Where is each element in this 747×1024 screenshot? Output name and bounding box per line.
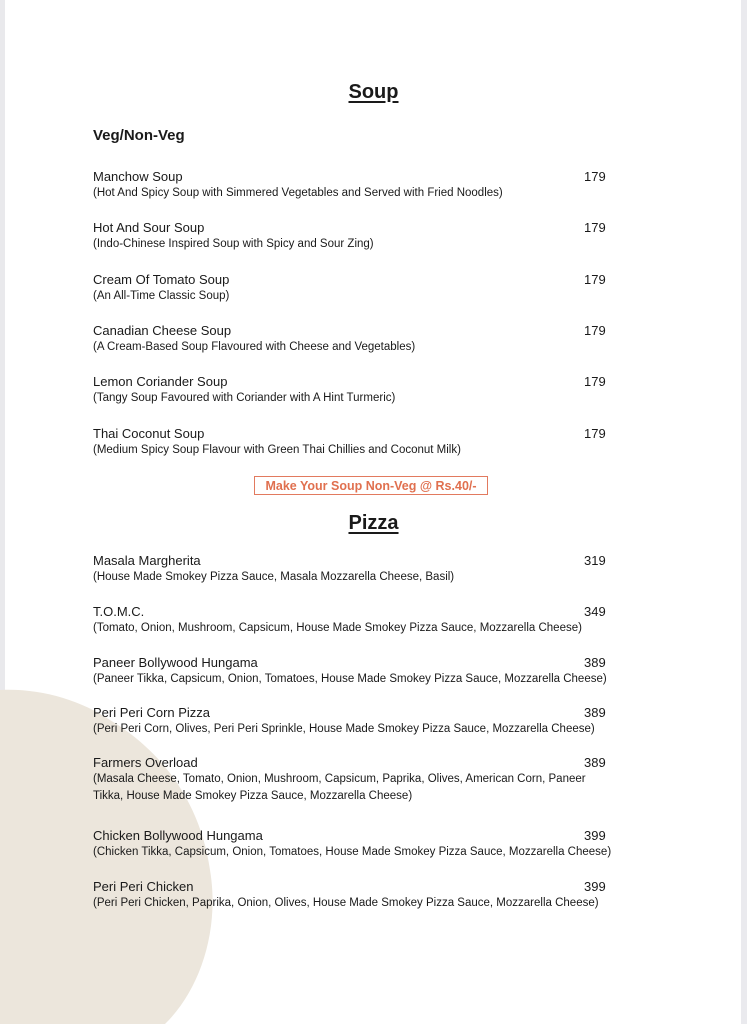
item-price: 389 [584, 755, 606, 770]
item-name: Hot And Sour Soup [93, 220, 205, 235]
menu-item-peri-peri-chicken [93, 878, 613, 912]
item-description: (A Cream-Based Soup Flavoured with Cheese and Vegetables) [93, 341, 416, 353]
item-description: (Indo-Chinese Inspired Soup with Spicy and Sour Zing) [93, 238, 374, 250]
soup-section-title: Soup [348, 81, 399, 103]
item-description: (House Made Smokey Pizza Sauce, Masala Mozzarella Cheese, Basil) [93, 571, 455, 583]
item-price: 349 [584, 604, 606, 619]
item-description: (Tomato, Onion, Mushroom, Capsicum, House Made Smokey Pizza Sauce, Mozzarella Cheese) [93, 622, 582, 634]
menu-item-tomc [93, 603, 613, 637]
menu-item-cream-of-tomato-soup [93, 271, 613, 305]
item-description: (Tangy Soup Favoured with Coriander with A Hint Turmeric) [93, 392, 396, 404]
menu-item-masala-margherita [93, 552, 613, 586]
item-name: Peri Peri Corn Pizza [93, 705, 211, 720]
item-name: Thai Coconut Soup [93, 426, 205, 441]
menu-item-chicken-bollywood-hungama [93, 827, 613, 861]
item-description: (Peri Peri Corn, Olives, Peri Peri Sprinkle, House Made Smokey Pizza Sauce, Mozzarella Cheese) [93, 723, 595, 735]
menu-item-canadian-cheese-soup [93, 322, 613, 356]
item-description: (Peri Peri Chicken, Paprika, Onion, Olives, House Made Smokey Pizza Sauce, Mozzarella Cheese) [93, 897, 599, 909]
item-name: Paneer Bollywood Hungama [93, 655, 258, 670]
item-description: (Chicken Tikka, Capsicum, Onion, Tomatoes, House Made Smokey Pizza Sauce, Mozzarella Cheese) [93, 846, 612, 858]
item-price: 179 [584, 272, 606, 287]
item-description: (An All-Time Classic Soup) [93, 290, 230, 302]
menu-item-thai-coconut-soup [93, 425, 613, 459]
pizza-section-title: Pizza [348, 512, 399, 534]
item-price: 319 [584, 553, 606, 568]
item-description: (Paneer Tikka, Capsicum, Onion, Tomatoes, House Made Smokey Pizza Sauce, Mozzarella Cheese) [93, 673, 607, 685]
item-price: 179 [584, 426, 606, 441]
item-price: 399 [584, 828, 606, 843]
item-price: 179 [584, 220, 606, 235]
menu-item-lemon-coriander-soup [93, 373, 613, 407]
item-price: 179 [584, 374, 606, 389]
item-name: Farmers Overload [93, 755, 198, 770]
item-price: 179 [584, 169, 606, 184]
item-name: Peri Peri Chicken [93, 879, 194, 894]
item-name: Lemon Coriander Soup [93, 374, 228, 389]
item-name: Canadian Cheese Soup [93, 323, 232, 338]
item-price: 389 [584, 655, 606, 670]
soup-subheading: Veg/Non-Veg [93, 127, 185, 144]
item-description: (Masala Cheese, Tomato, Onion, Mushroom, Capsicum, Paprika, Olives, American Corn, Paneer Tikka, House Made Smokey Pizza Sauce, Mozzarella Cheese) [93, 773, 586, 802]
item-name: Chicken Bollywood Hungama [93, 828, 263, 843]
item-price: 179 [584, 323, 606, 338]
item-name: Manchow Soup [93, 169, 183, 184]
non-veg-addon-note: Make Your Soup Non-Veg @ Rs.40/- [254, 476, 488, 495]
menu-item-paneer-bollywood-hungama [93, 654, 613, 688]
item-name: Masala Margherita [93, 553, 201, 568]
item-name: T.O.M.C. [93, 604, 145, 619]
menu-item-farmers-overload [93, 754, 613, 805]
item-price: 389 [584, 705, 606, 720]
menu-item-hot-and-sour-soup [93, 219, 613, 253]
item-description: (Medium Spicy Soup Flavour with Green Thai Chillies and Coconut Milk) [93, 444, 461, 456]
item-description: (Hot And Spicy Soup with Simmered Vegetables and Served with Fried Noodles) [93, 187, 503, 199]
item-price: 399 [584, 879, 606, 894]
menu-item-peri-peri-corn-pizza [93, 704, 613, 738]
item-name: Cream Of Tomato Soup [93, 272, 230, 287]
menu-item-manchow-soup [93, 168, 613, 202]
